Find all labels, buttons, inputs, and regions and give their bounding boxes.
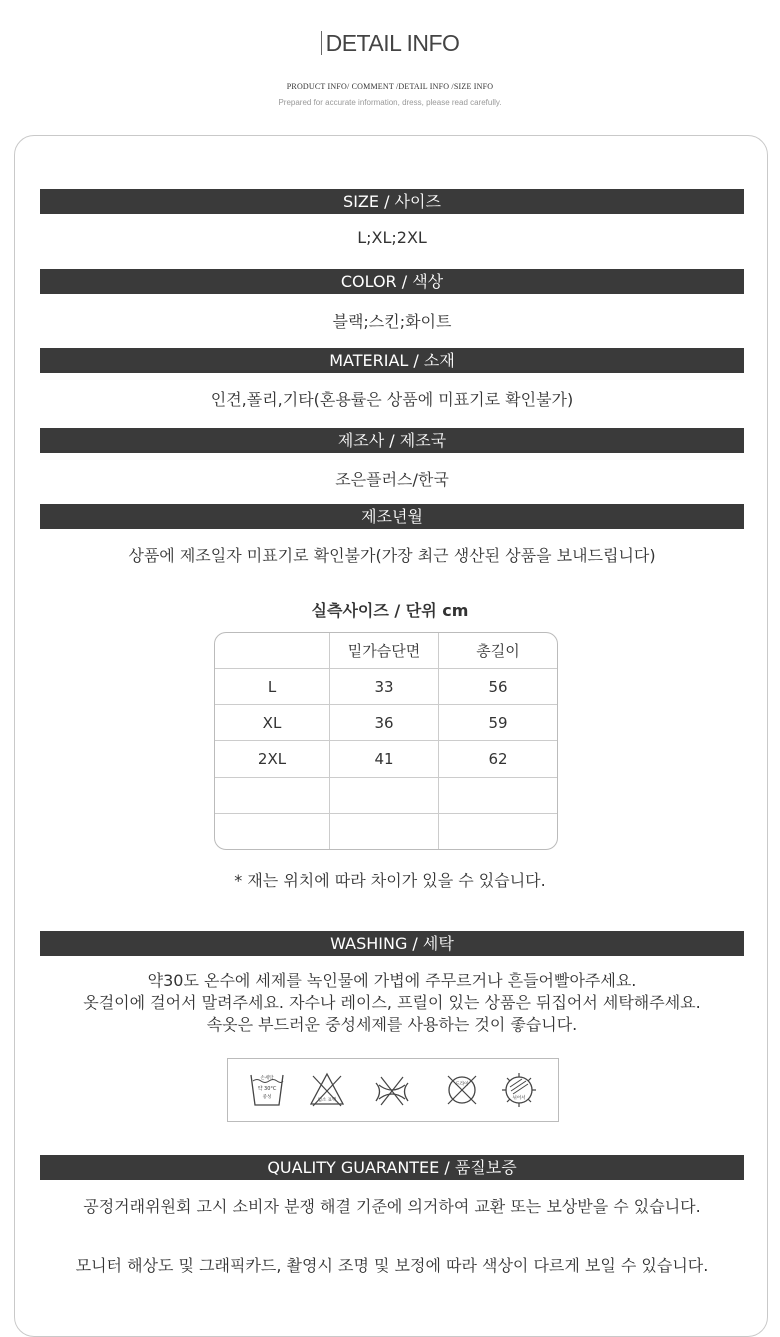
quality-header: QUALITY GUARANTEE / 품질보증 xyxy=(40,1155,744,1180)
table-cell xyxy=(330,813,439,849)
table-cell: 41 xyxy=(330,741,439,777)
table-cell: 62 xyxy=(439,741,558,777)
table-row xyxy=(215,777,557,813)
table-row xyxy=(215,669,557,705)
table-cell: 36 xyxy=(330,705,439,741)
washing-line: 속옷은 부드러운 중성세제를 사용하는 것이 좋습니다. xyxy=(206,1015,578,1034)
table-cell: 총길이 xyxy=(439,633,558,669)
date-header: 제조년월 xyxy=(40,504,744,529)
size-note: * 재는 위치에 따라 차이가 있을 수 있습니다. xyxy=(234,871,546,890)
table-cell: 33 xyxy=(330,669,439,705)
material-header: MATERIAL / 소재 xyxy=(40,348,744,373)
maker-value: 조은플러스/한국 xyxy=(335,470,449,489)
table-row xyxy=(215,813,557,849)
color-header: COLOR / 색상 xyxy=(40,269,744,294)
table-cell xyxy=(439,813,558,849)
table-row xyxy=(215,705,557,741)
no-wring-icon xyxy=(373,1071,411,1109)
hand-wash-icon xyxy=(248,1071,286,1109)
date-value: 상품에 제조일자 미표기로 확인불가(가장 최근 생산된 상품을 보내드립니다) xyxy=(128,546,656,565)
table-cell: XL xyxy=(215,705,330,741)
hand-wash-label: 손세탁 xyxy=(260,1076,274,1081)
hand-wash-temp: 약 30°C xyxy=(257,1086,277,1092)
washing-line: 약30도 온수에 세제를 녹인물에 가볍에 주무르거나 흔들어빨아주세요. xyxy=(147,971,637,990)
table-cell xyxy=(215,777,330,813)
title-divider xyxy=(321,31,322,55)
no-dry-clean-label: 드라이 xyxy=(455,1082,469,1087)
no-dry-clean-icon xyxy=(443,1071,481,1109)
page-subtitle: PRODUCT INFO/ COMMENT /DETAIL INFO /SIZE INFO xyxy=(286,82,494,91)
size-header: SIZE / 사이즈 xyxy=(40,189,744,214)
size-table-title: 실측사이즈 / 단위 cm xyxy=(311,601,469,620)
washing-instructions xyxy=(40,970,744,1036)
page-title-text: DETAIL INFO xyxy=(325,30,460,56)
material-value: 인견,폴리,기타(혼용률은 상품에 미표기로 확인불가) xyxy=(210,390,574,409)
table-header-row xyxy=(215,633,557,669)
page-tagline: Prepared for accurate information, dress, please read carefully. xyxy=(278,98,502,107)
size-table xyxy=(214,632,558,850)
size-value: L;XL;2XL xyxy=(357,228,427,247)
page-title xyxy=(0,30,780,57)
hand-wash-detergent: 중성 xyxy=(262,1095,272,1100)
hang-dry-label: 뉘어서 xyxy=(512,1096,526,1101)
no-bleach-icon xyxy=(308,1071,346,1109)
table-cell xyxy=(215,813,330,849)
no-bleach-label-1: 염소 xyxy=(317,1098,327,1103)
table-cell: L xyxy=(215,669,330,705)
hang-dry-icon xyxy=(500,1071,538,1109)
color-value: 블랙;스킨;화이트 xyxy=(332,312,452,331)
washing-header: WASHING / 세탁 xyxy=(40,931,744,956)
quality-line-2: 모니터 해상도 및 그래픽카드, 촬영시 조명 및 보정에 따라 색상이 다르게 보일 수 있습니다. xyxy=(75,1256,709,1275)
table-row xyxy=(215,741,557,777)
table-cell xyxy=(439,777,558,813)
quality-line-1: 공정거래위원회 고시 소비자 분쟁 해결 기준에 의거하여 교환 또는 보상받을 수 있습니다. xyxy=(83,1197,701,1216)
table-cell xyxy=(215,633,330,669)
no-bleach-label-2: 표백 xyxy=(327,1098,337,1103)
table-cell xyxy=(330,777,439,813)
washing-line: 옷걸이에 걸어서 말려주세요. 자수나 레이스, 프릴이 있는 상품은 뒤집어서 세탁해주세요. xyxy=(83,993,701,1012)
page-header xyxy=(0,30,780,57)
table-cell: 밑가슴단면 xyxy=(330,633,439,669)
care-icons xyxy=(227,1058,559,1122)
maker-header: 제조사 / 제조국 xyxy=(40,428,744,453)
table-cell: 59 xyxy=(439,705,558,741)
table-cell: 2XL xyxy=(215,741,330,777)
table-cell: 56 xyxy=(439,669,558,705)
